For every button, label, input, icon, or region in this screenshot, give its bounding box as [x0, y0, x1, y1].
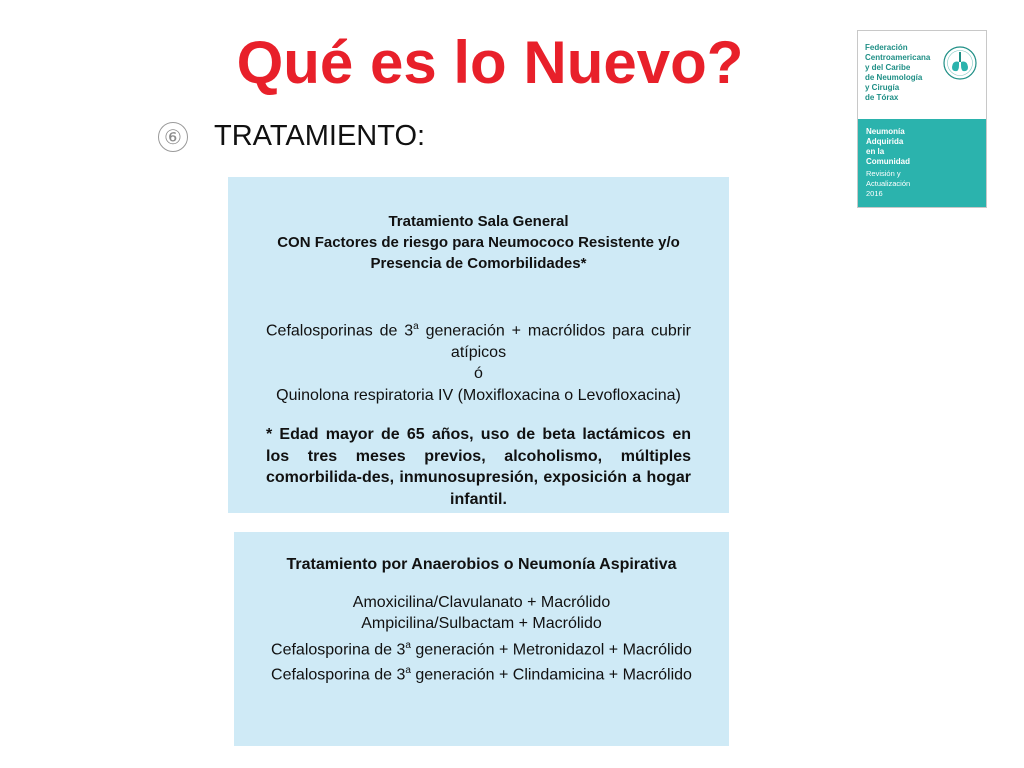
lungs-emblem-icon: [942, 45, 978, 81]
regimen-line-1: [264, 592, 699, 614]
box1-or: ó: [474, 365, 483, 383]
section-heading: TRATAMIENTO:: [214, 120, 426, 152]
box1-risk-note: * Edad mayor de 65 años, uso de beta lactámicos en los tres meses previos, alcoholismo, múltiples comorbilida-des, inmunosupresión, exposición a hogar infantil.: [266, 426, 691, 508]
regimen-text: Amoxicilina/Clavulanato + Macrólido: [352, 593, 611, 611]
regimen-text: Ampicilina/Sulbactam + Macrólido: [361, 615, 602, 632]
option1-text-b: generación + macrólidos para cubrir atípicos: [418, 322, 691, 361]
regimen-line-4: [264, 660, 699, 686]
general-ward-treatment-box: [228, 177, 729, 513]
federation-name: Federación Centroamericana y del Caribe de Neumología y Cirugía de Tórax: [865, 43, 931, 102]
box1-heading-2: CON Factores de riesgo para Neumococo Resistente y/o: [277, 234, 680, 251]
regimen-text: Cefalosporina de 3: [271, 640, 406, 658]
bullet-row: [158, 120, 425, 153]
regimen-line-3: [264, 635, 699, 661]
regimen-superscript: a: [405, 665, 411, 677]
logo-top-panel: [858, 31, 986, 119]
box1-option-1: [266, 316, 691, 363]
cover-title: Neumonía Adquirida en la Comunidad: [866, 127, 910, 166]
cover-subtitle: Revisión y Actualización 2016: [866, 169, 911, 198]
guideline-cover-logo: [857, 30, 987, 208]
box1-heading-3: Presencia de Comorbilidades*: [370, 255, 587, 272]
regimen-text-rest: generación + Metronidazol + Macrólido: [410, 640, 692, 658]
slide-title: Qué es lo Nuevo?: [236, 29, 744, 96]
regimen-line-2: [264, 613, 699, 635]
circled-number-six-icon: [158, 122, 188, 152]
bullet-number: ⑥: [164, 124, 182, 149]
option1-superscript: a: [413, 321, 419, 332]
regimen-superscript: a: [405, 639, 411, 651]
regimen-text-rest: generación + Clindamicina + Macrólido: [410, 666, 692, 684]
anaerobes-treatment-box: [234, 532, 729, 746]
box1-option-2: Quinolona respiratoria IV (Moxifloxacina o Levofloxacina): [276, 386, 681, 404]
option1-text-a: Cefalosporinas de 3: [266, 322, 414, 340]
box2-heading: Tratamiento por Anaerobios o Neumonía Aspirativa: [286, 556, 677, 573]
logo-bottom-panel: [858, 119, 986, 208]
regimen-text: Cefalosporina de 3: [271, 666, 406, 684]
box1-heading-1: Tratamiento Sala General: [388, 213, 569, 230]
